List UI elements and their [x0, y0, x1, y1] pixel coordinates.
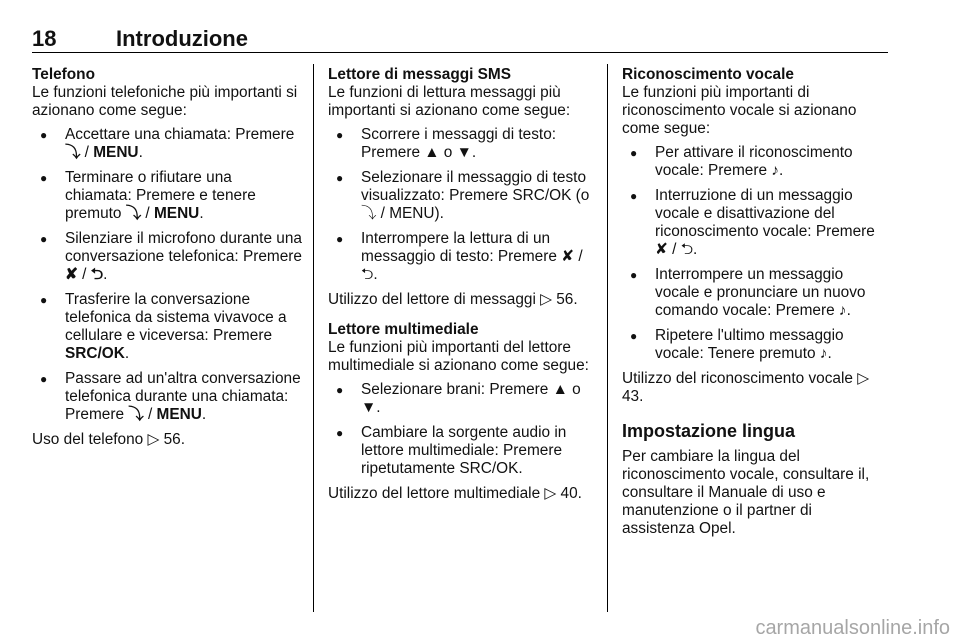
- cross-reference: Utilizzo del lettore di messaggi ▷ 56.: [328, 291, 578, 308]
- column-telefono: [32, 66, 302, 449]
- telefono-list: [32, 126, 302, 424]
- section-intro: Le funzioni più importanti del lettore multimediale si azionano come segue:: [328, 339, 589, 374]
- section-heading-voice: Riconoscimento vocale: [622, 66, 794, 83]
- column-divider-1: [313, 64, 314, 612]
- column-sms: [328, 66, 592, 503]
- section-heading-sms: Lettore di messaggi SMS: [328, 66, 512, 83]
- section-paragraph: Per cambiare la lingua del riconoscimento vocale, consultare il, consultare il Manuale di uso e manutenzione o il partner di assistenza Opel.: [622, 448, 870, 537]
- list-item: ● Selezionare il messaggio di testo visualizzato: Premere SRC/OK (o ⤵ / MENU).: [336, 169, 592, 223]
- section-intro: Le funzioni telefoniche più importanti si azionano come segue:: [32, 84, 298, 119]
- mute-icon: ✘: [65, 266, 78, 283]
- back-icon: ⮌: [90, 266, 104, 283]
- column-divider-2: [607, 64, 608, 612]
- voice-list: [622, 144, 888, 363]
- phone-icon: ⤵: [128, 406, 144, 423]
- watermark: carmanualsonline.info: [755, 617, 950, 639]
- section-intro: Le funzioni più importanti di riconoscimento vocale si azionano come segue:: [622, 84, 857, 137]
- list-item: ● Terminare o rifiutare una chiamata: Premere e tenere premuto ⤵ / MENU.: [40, 169, 302, 223]
- list-item: ● Interrompere la lettura di un messaggio di testo: Premere ✘ / ⮌.: [336, 230, 592, 284]
- list-item: ● Cambiare la sorgente audio in lettore multimediale: Premere ripetutamente SRC/OK.: [336, 424, 592, 478]
- list-item: ● Interrompere un messaggio vocale e pronunciare un nuovo comando vocale: Premere ♪.: [630, 266, 888, 320]
- column-voice: [622, 66, 888, 538]
- phone-icon: ⤵: [125, 205, 142, 222]
- list-item: ● Scorrere i messaggi di testo: Premere ▲ o ▼.: [336, 126, 592, 162]
- cross-reference: Utilizzo del lettore multimediale ▷ 40.: [328, 485, 582, 502]
- sms-list: [328, 126, 592, 284]
- multimedia-list: [328, 381, 592, 478]
- list-item: ● Accettare una chiamata: Premere ⤵ / MENU.: [40, 126, 302, 162]
- section-heading-telefono: Telefono: [32, 66, 95, 83]
- list-item: ● Ripetere l'ultimo messaggio vocale: Tenere premuto ♪.: [630, 327, 888, 363]
- list-item: ● Per attivare il riconoscimento vocale: Premere ♪.: [630, 144, 888, 180]
- page-title: Introduzione: [116, 26, 248, 51]
- section-heading-multimedia: Lettore multimediale: [328, 321, 479, 338]
- page-header: [32, 26, 888, 50]
- header-rule: [32, 52, 888, 53]
- list-item: ● Selezionare brani: Premere ▲ o ▼.: [336, 381, 592, 417]
- section-heading-language: Impostazione lingua: [622, 421, 796, 441]
- phone-icon: ⤵: [65, 144, 81, 161]
- page-number: 18: [32, 26, 57, 51]
- section-intro: Le funzioni di lettura messaggi più importanti si azionano come segue:: [328, 84, 571, 119]
- cross-reference: Uso del telefono ▷ 56.: [32, 431, 186, 448]
- list-item: ● Interruzione di un messaggio vocale e disattivazione del riconoscimento vocale: Premere ✘ / ⮌.: [630, 187, 888, 259]
- list-item: ● Passare ad un'altra conversazione telefonica durante una chiamata: Premere ⤵ / MENU.: [40, 370, 302, 424]
- list-item: ● Trasferire la conversazione telefonica da sistema vivavoce a cellulare e viceversa: Premere SRC/OK.: [40, 291, 302, 363]
- list-item: ● Silenziare il microfono durante una conversazione telefonica: Premere ✘ / ⮌.: [40, 230, 302, 284]
- cross-reference: Utilizzo del riconoscimento vocale ▷ 43.: [622, 370, 870, 405]
